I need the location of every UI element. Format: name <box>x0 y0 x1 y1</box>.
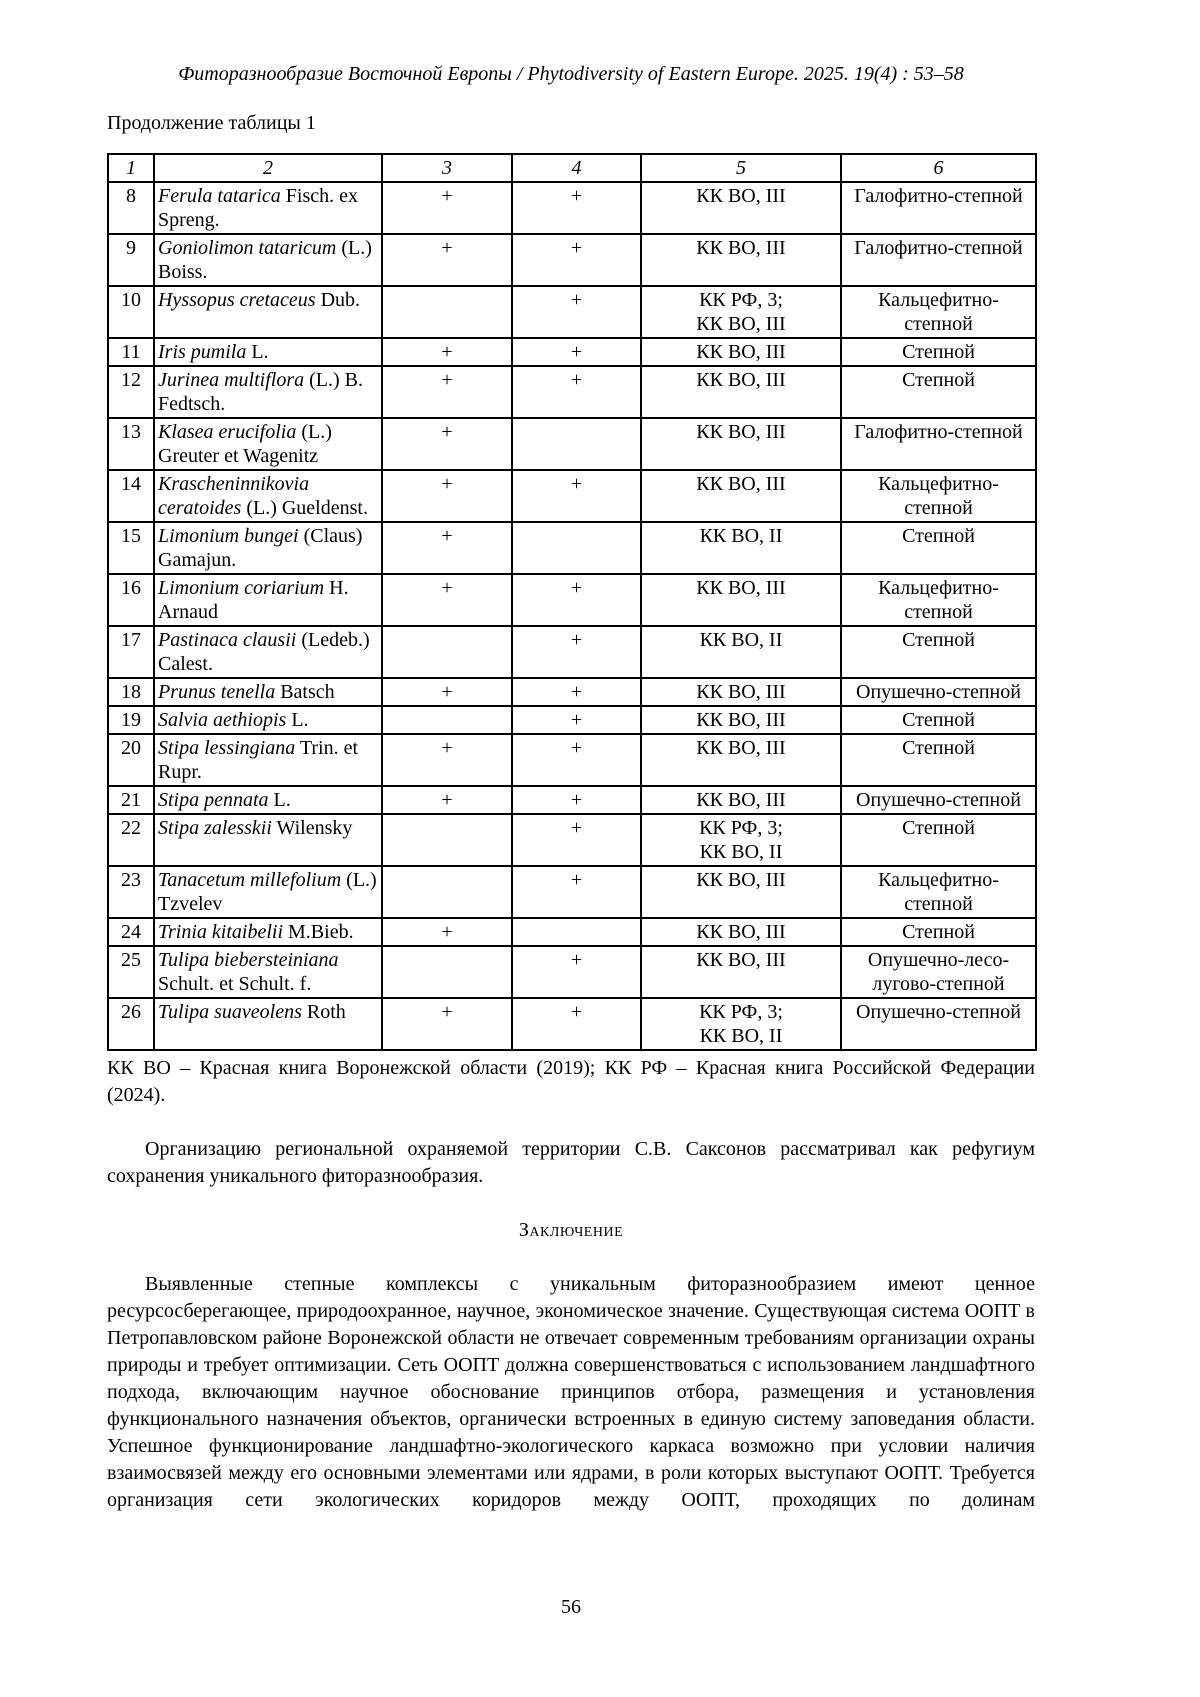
species-name: Klasea erucifolia <box>158 421 297 443</box>
cell-habitat: Степной <box>841 522 1036 574</box>
species-name: Limonium coriarium <box>158 577 325 599</box>
species-authority: Fisch. ex Spreng. <box>158 185 358 231</box>
cell-number: 24 <box>108 918 154 946</box>
cell-red-list: КК РФ, 3; КК ВО, II <box>641 998 841 1050</box>
cell-red-list: КК ВО, III <box>641 946 841 998</box>
table-caption: Продолжение таблицы 1 <box>107 112 316 134</box>
cell-species <box>154 866 382 918</box>
species-name: Stipa pennata <box>158 789 269 811</box>
species-name: Stipa lessingiana <box>158 737 296 759</box>
cell-habitat: Опушечно-степной <box>841 786 1036 814</box>
cell-red-list: КК РФ, 3; КК ВО, III <box>641 286 841 338</box>
cell-presence-4: + <box>512 470 641 522</box>
table-row <box>108 338 1036 366</box>
cell-number: 16 <box>108 574 154 626</box>
species-name: Trinia kitaibelii <box>158 921 284 943</box>
cell-species <box>154 470 382 522</box>
species-authority: (L.) Boiss. <box>158 237 372 283</box>
cell-habitat: Степной <box>841 734 1036 786</box>
species-authority: Roth <box>301 1001 346 1023</box>
cell-number: 20 <box>108 734 154 786</box>
species-authority: (Claus) Gamajun. <box>158 525 363 571</box>
cell-habitat: Галофитно-степной <box>841 234 1036 286</box>
species-authority: Dub. <box>315 289 361 311</box>
species-authority: (L.) B. Fedtsch. <box>158 369 363 415</box>
table-row <box>108 418 1036 470</box>
cell-species <box>154 574 382 626</box>
species-authority: L. <box>246 341 269 363</box>
column-header: 2 <box>154 154 382 182</box>
species-name: Stipa zalesskii <box>158 817 272 839</box>
cell-red-list: КК ВО, III <box>641 706 841 734</box>
table-row <box>108 814 1036 866</box>
species-authority: (L.) Greuter et Wagenitz <box>158 421 332 467</box>
species-authority: L. <box>286 709 309 731</box>
species-name: Iris pumila <box>158 341 247 363</box>
cell-habitat: Опушечно-лесо-лугово-степной <box>841 946 1036 998</box>
species-table-body <box>108 182 1036 1050</box>
cell-number: 17 <box>108 626 154 678</box>
cell-habitat: Кальцефитно-степной <box>841 286 1036 338</box>
cell-presence-4: + <box>512 338 641 366</box>
cell-red-list: КК ВО, III <box>641 366 841 418</box>
species-authority: (L.) Tzvelev <box>158 869 377 915</box>
cell-red-list: КК ВО, III <box>641 734 841 786</box>
cell-presence-4: + <box>512 814 641 866</box>
cell-red-list: КК ВО, III <box>641 182 841 234</box>
cell-presence-4: + <box>512 946 641 998</box>
cell-presence-3: + <box>382 182 512 234</box>
cell-presence-3 <box>382 626 512 678</box>
cell-presence-4: + <box>512 234 641 286</box>
cell-species <box>154 678 382 706</box>
species-name: Tulipa suaveolens <box>158 1001 302 1023</box>
species-name: Jurinea multiflora <box>158 369 305 391</box>
cell-red-list: КК ВО, III <box>641 418 841 470</box>
table-row <box>108 234 1036 286</box>
cell-species <box>154 418 382 470</box>
table-row <box>108 522 1036 574</box>
cell-presence-3 <box>382 866 512 918</box>
cell-presence-3 <box>382 286 512 338</box>
cell-presence-4 <box>512 418 641 470</box>
species-name: Ferula tatarica <box>158 185 281 207</box>
cell-number: 9 <box>108 234 154 286</box>
cell-presence-4: + <box>512 706 641 734</box>
table-row <box>108 626 1036 678</box>
table-row <box>108 678 1036 706</box>
cell-presence-4: + <box>512 182 641 234</box>
species-table <box>107 153 1037 1051</box>
species-authority: Batsch <box>275 681 335 703</box>
cell-number: 15 <box>108 522 154 574</box>
cell-red-list: КК ВО, III <box>641 678 841 706</box>
cell-habitat: Кальцефитно-степной <box>841 470 1036 522</box>
cell-presence-4: + <box>512 734 641 786</box>
cell-presence-3: + <box>382 366 512 418</box>
cell-species <box>154 522 382 574</box>
cell-number: 18 <box>108 678 154 706</box>
species-authority: M.Bieb. <box>283 921 354 943</box>
cell-red-list: КК ВО, III <box>641 234 841 286</box>
paragraph-saksonov: Организацию региональной охраняемой территории С.В. Саксонов рассматривал как рефугиум сохранения уникального фиторазнообразия. <box>107 1138 1035 1187</box>
species-name: Krascheninnikovia ceratoides <box>158 473 310 519</box>
cell-presence-3: + <box>382 338 512 366</box>
cell-presence-4: + <box>512 366 641 418</box>
cell-habitat: Степной <box>841 918 1036 946</box>
cell-species <box>154 706 382 734</box>
species-authority: Schult. et Schult. f. <box>158 973 312 995</box>
cell-habitat: Степной <box>841 366 1036 418</box>
column-header: 5 <box>641 154 841 182</box>
column-header: 4 <box>512 154 641 182</box>
cell-species <box>154 946 382 998</box>
cell-presence-3: + <box>382 734 512 786</box>
cell-number: 12 <box>108 366 154 418</box>
table-row <box>108 998 1036 1050</box>
table-row <box>108 182 1036 234</box>
cell-habitat: Степной <box>841 338 1036 366</box>
table-row <box>108 574 1036 626</box>
species-authority: (L.) Gueldenst. <box>241 497 368 519</box>
cell-habitat: Опушечно-степной <box>841 678 1036 706</box>
species-authority: H. Arnaud <box>158 577 349 623</box>
cell-habitat: Опушечно-степной <box>841 998 1036 1050</box>
cell-habitat: Кальцефитно-степной <box>841 574 1036 626</box>
cell-presence-4: + <box>512 866 641 918</box>
cell-habitat: Степной <box>841 814 1036 866</box>
cell-red-list: КК ВО, III <box>641 866 841 918</box>
page-content <box>107 0 1035 1514</box>
species-authority: (Ledeb.) Calest. <box>158 629 370 675</box>
cell-habitat: Степной <box>841 626 1036 678</box>
species-name: Pastinaca clausii <box>158 629 297 651</box>
cell-presence-3: + <box>382 678 512 706</box>
cell-presence-4 <box>512 522 641 574</box>
species-name: Tanacetum millefolium <box>158 869 342 891</box>
cell-presence-3 <box>382 706 512 734</box>
cell-presence-3: + <box>382 470 512 522</box>
cell-presence-4: + <box>512 626 641 678</box>
cell-presence-4: + <box>512 786 641 814</box>
table-row <box>108 866 1036 918</box>
cell-habitat: Галофитно-степной <box>841 418 1036 470</box>
cell-red-list: КК ВО, III <box>641 338 841 366</box>
species-authority: Trin. et Rupr. <box>158 737 359 783</box>
table-row <box>108 706 1036 734</box>
table-row <box>108 366 1036 418</box>
cell-species <box>154 338 382 366</box>
species-name: Goniolimon tataricum <box>158 237 337 259</box>
journal-running-head: Фиторазнообразие Восточной Европы / Phytodiversity of Eastern Europe. 2025. 19(4) : 53–58 <box>178 63 964 85</box>
cell-presence-3: + <box>382 786 512 814</box>
species-name: Tulipa biebersteiniana <box>158 949 339 971</box>
cell-number: 23 <box>108 866 154 918</box>
cell-presence-4 <box>512 918 641 946</box>
conclusion-heading: Заключение <box>518 1219 624 1241</box>
cell-number: 8 <box>108 182 154 234</box>
cell-species <box>154 234 382 286</box>
cell-number: 13 <box>108 418 154 470</box>
cell-number: 19 <box>108 706 154 734</box>
cell-number: 22 <box>108 814 154 866</box>
species-name: Salvia aethiopis <box>158 709 287 731</box>
cell-presence-4: + <box>512 678 641 706</box>
table-row <box>108 470 1036 522</box>
column-header: 1 <box>108 154 154 182</box>
cell-red-list: КК РФ, 3; КК ВО, II <box>641 814 841 866</box>
species-name: Prunus tenella <box>158 681 276 703</box>
table-row <box>108 946 1036 998</box>
cell-presence-4: + <box>512 998 641 1050</box>
cell-species <box>154 286 382 338</box>
table-row <box>108 786 1036 814</box>
species-name: Limonium bungei <box>158 525 299 547</box>
cell-red-list: КК ВО, III <box>641 470 841 522</box>
cell-red-list: КК ВО, II <box>641 522 841 574</box>
cell-species <box>154 918 382 946</box>
cell-species <box>154 998 382 1050</box>
species-authority: Wilensky <box>271 817 353 839</box>
cell-presence-3 <box>382 946 512 998</box>
cell-number: 14 <box>108 470 154 522</box>
cell-presence-4: + <box>512 286 641 338</box>
cell-red-list: КК ВО, III <box>641 786 841 814</box>
table-row <box>108 734 1036 786</box>
table-header-row <box>108 154 1036 182</box>
cell-habitat: Кальцефитно-степной <box>841 866 1036 918</box>
cell-red-list: КК ВО, III <box>641 574 841 626</box>
cell-species <box>154 786 382 814</box>
cell-species <box>154 366 382 418</box>
cell-red-list: КК ВО, III <box>641 918 841 946</box>
cell-habitat: Галофитно-степной <box>841 182 1036 234</box>
cell-presence-3: + <box>382 522 512 574</box>
cell-number: 25 <box>108 946 154 998</box>
table-row <box>108 286 1036 338</box>
species-authority: L. <box>268 789 291 811</box>
table-footnote: КК ВО – Красная книга Воронежской области (2019); КК РФ – Красная книга Российской Федерации (2024). <box>107 1057 1035 1106</box>
cell-presence-3: + <box>382 918 512 946</box>
cell-presence-3 <box>382 814 512 866</box>
cell-habitat: Степной <box>841 706 1036 734</box>
cell-red-list: КК ВО, II <box>641 626 841 678</box>
cell-presence-3: + <box>382 574 512 626</box>
cell-presence-3: + <box>382 418 512 470</box>
cell-species <box>154 734 382 786</box>
cell-number: 11 <box>108 338 154 366</box>
cell-presence-4: + <box>512 574 641 626</box>
table-row <box>108 918 1036 946</box>
species-name: Hyssopus cretaceus <box>158 289 316 311</box>
page-number: 56 <box>561 1596 581 1618</box>
cell-species <box>154 814 382 866</box>
column-header: 6 <box>841 154 1036 182</box>
cell-number: 21 <box>108 786 154 814</box>
conclusion-paragraph: Выявленные степные комплексы с уникальным фиторазнообразием имеют ценное ресурсосберегающее, природоохранное, научное, экономическое значение. Существующая система ООПТ в Петропавловском районе Воронежской области не отвечает современным требованиям организации охраны природы и требует оптимизации. Сеть ООПТ должна совершенствоваться с использованием ландшафтного подхода, включающим научное обоснование принципов отбора, размещения и установления функционального назначения объектов, органически встроенных в единую систему заповедания области. Успешное функционирование ландшафтно-экологического каркаса возможно при условии наличия взаимосвязей между его основными элементами или ядрами, в роли которых выступают ООПТ. Требуется организация сети экологических коридоров между ООПТ, проходящих по долинам <box>107 1273 1035 1511</box>
cell-species <box>154 182 382 234</box>
cell-presence-3: + <box>382 998 512 1050</box>
column-header: 3 <box>382 154 512 182</box>
cell-presence-3: + <box>382 234 512 286</box>
cell-number: 26 <box>108 998 154 1050</box>
cell-species <box>154 626 382 678</box>
cell-number: 10 <box>108 286 154 338</box>
